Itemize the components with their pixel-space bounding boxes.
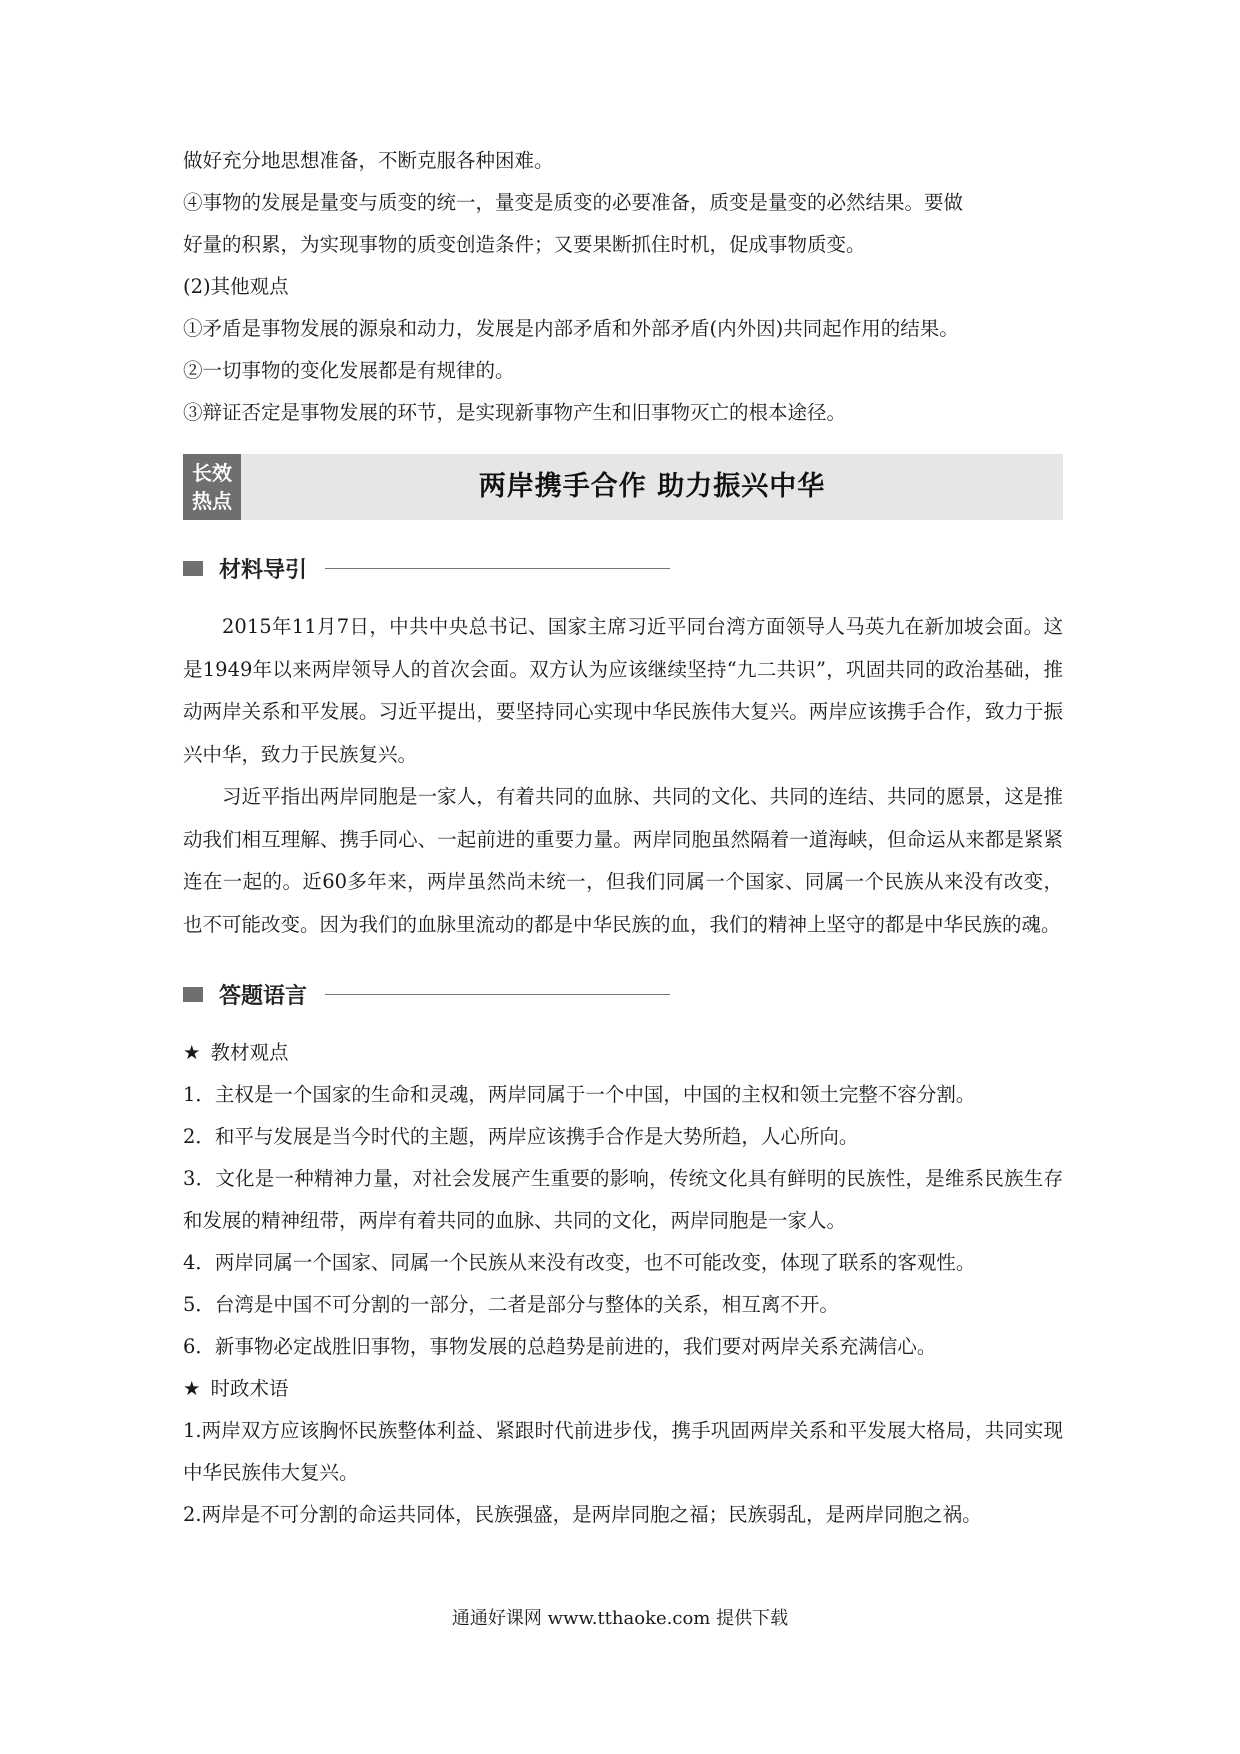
banner-tag bbox=[183, 454, 241, 520]
heading-rule bbox=[325, 994, 670, 995]
subheading-label: 时政术语 bbox=[210, 1377, 289, 1400]
list-item: 6．新事物必定战胜旧事物，事物发展的总趋势是前进的，我们要对两岸关系充满信心。 bbox=[183, 1335, 937, 1358]
subheading-politics bbox=[183, 1368, 1063, 1410]
topic-banner bbox=[183, 454, 1063, 520]
text-line: ②一切事物的变化发展都是有规律的。 bbox=[183, 359, 515, 382]
subheading-label: 教材观点 bbox=[210, 1041, 289, 1064]
list-item: 4．两岸同属一个国家、同属一个民族从来没有改变，也不可能改变，体现了联系的客观性。 bbox=[183, 1251, 976, 1274]
section-title: 材料导引 bbox=[219, 557, 308, 583]
list-item: 2.两岸是不可分割的命运共同体，民族强盛，是两岸同胞之福；民族弱乱，是两岸同胞之祸。 bbox=[183, 1503, 982, 1526]
text-line: (2)其他观点 bbox=[183, 275, 289, 298]
section-header-material bbox=[183, 548, 1063, 588]
text-line: ①矛盾是事物发展的源泉和动力，发展是内部矛盾和外部矛盾(内外因)共同起作用的结果。 bbox=[183, 317, 959, 340]
banner-title: 两岸携手合作 助力振兴中华 bbox=[478, 471, 826, 502]
text-line: 好量的积累，为实现事物的质变创造条件；又要果断抓住时机，促成事物质变。 bbox=[183, 233, 866, 256]
square-bullet-icon bbox=[183, 561, 203, 576]
square-bullet-icon bbox=[183, 987, 203, 1002]
list-item: 1．主权是一个国家的生命和灵魂，两岸同属于一个中国，中国的主权和领土完整不容分割。 bbox=[183, 1083, 976, 1106]
material-paragraph: 2015年11月7日，中共中央总书记、国家主席习近平同台湾方面领导人马英九在新加坡会面。这是1949年以来两岸领导人的首次会面。双方认为应该继续坚持“九二共识”，巩固共同的政治基础，推动两岸关系和平发展。习近平提出，要坚持同心实现中华民族伟大复兴。两岸应该携手合作，致力于振兴中华，致力于民族复兴。 bbox=[183, 615, 1063, 766]
list-item: 3．文化是一种精神力量，对社会发展产生重要的影响，传统文化具有鲜明的民族性，是维系民族生存和发展的精神纽带，两岸有着共同的血脉、共同的文化，两岸同胞是一家人。 bbox=[183, 1167, 1063, 1232]
text-line: ③辩证否定是事物发展的环节，是实现新事物产生和旧事物灭亡的根本途径。 bbox=[183, 401, 847, 424]
text-line: 做好充分地思想准备，不断克服各种困难。 bbox=[183, 149, 554, 172]
subheading-textbook bbox=[183, 1032, 1063, 1074]
section-header-answer bbox=[183, 974, 1063, 1014]
page-footer: 通通好课网 www.tthaoke.com 提供下载 bbox=[451, 1608, 789, 1629]
list-item: 2．和平与发展是当今时代的主题，两岸应该携手合作是大势所趋，人心所向。 bbox=[183, 1125, 859, 1148]
banner-tag-line: 长效 bbox=[192, 461, 232, 485]
material-paragraph: 习近平指出两岸同胞是一家人，有着共同的血脉、共同的文化、共同的连结、共同的愿景，这是推动我们相互理解、携手同心、一起前进的重要力量。两岸同胞虽然隔着一道海峡，但命运从来都是紧紧连在一起的。近60多年来，两岸虽然尚未统一，但我们同属一个国家、同属一个民族从来没有改变，也不可能改变。因为我们的血脉里流动的都是中华民族的血，我们的精神上坚守的都是中华民族的魂。 bbox=[183, 785, 1063, 936]
heading-rule bbox=[325, 568, 670, 569]
text-line: ④事物的发展是量变与质变的统一，量变是质变的必要准备，质变是量变的必然结果。要做 bbox=[183, 191, 964, 214]
banner-tag-line: 热点 bbox=[192, 489, 232, 513]
star-icon: ★ bbox=[183, 1041, 201, 1064]
section-title: 答题语言 bbox=[219, 983, 308, 1009]
list-item: 5．台湾是中国不可分割的一部分，二者是部分与整体的关系，相互离不开。 bbox=[183, 1293, 839, 1316]
list-item: 1.两岸双方应该胸怀民族整体利益、紧跟时代前进步伐，携手巩固两岸关系和平发展大格局，共同实现中华民族伟大复兴。 bbox=[183, 1419, 1063, 1484]
star-icon: ★ bbox=[183, 1377, 201, 1400]
page-content bbox=[183, 140, 1063, 1536]
